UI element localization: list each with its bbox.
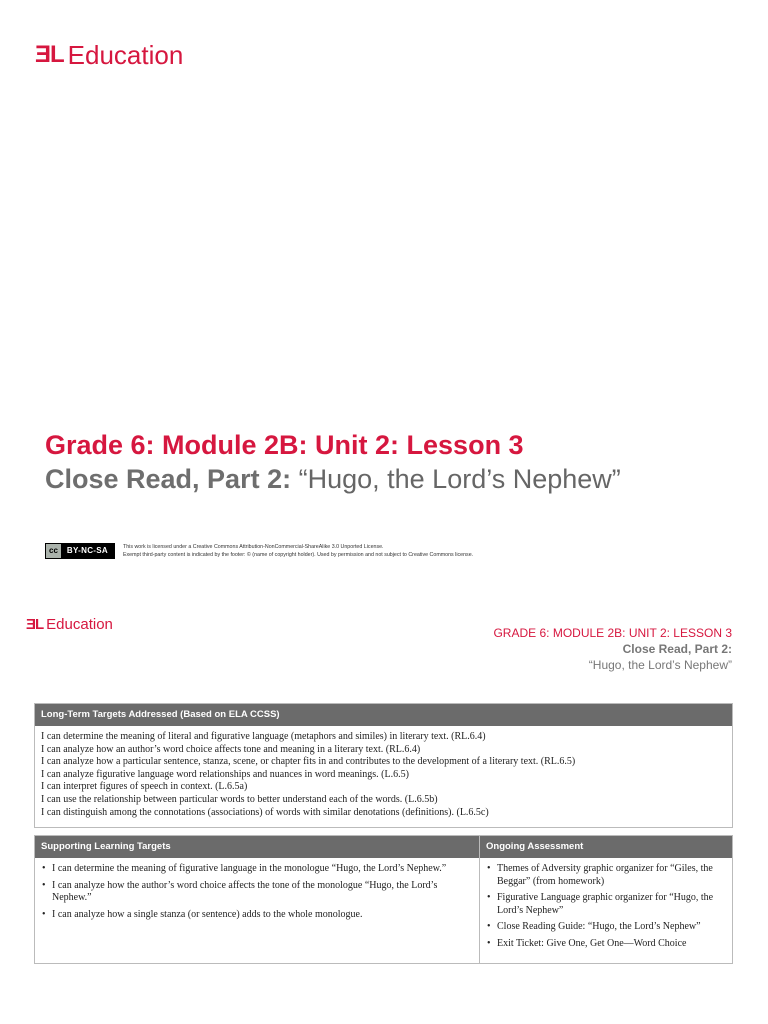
logo-text: Education [46,616,113,633]
targets-assessment-table [34,835,733,964]
header-lesson-title: Close Read, Part 2: [622,642,732,656]
ongoing-assessment-item: • Figurative Language graphic organizer for “Hugo, the Lord’s Nephew” [486,892,726,917]
supporting-targets-heading: Supporting Learning Targets [35,836,479,858]
cc-badge-terms: BY-NC-SA [61,544,114,558]
long-term-target: I can use the relationship between particular words to better understand each of the words. (L.6.5b) [41,793,438,805]
logo-text: Education [67,40,184,70]
page-header [493,625,732,673]
license-block [45,543,473,559]
ongoing-assessment-item: • Themes of Adversity graphic organizer for “Giles, the Beggar” (from homework) [486,863,726,888]
logo-mark-icon: ƎL [35,41,64,68]
long-term-target: I can determine the meaning of literal and figurative language (metaphors and similes) in literary text. (RL.6.4) [41,731,486,742]
long-term-targets-heading: Long-Term Targets Addressed (Based on ELA CCSS) [35,704,732,726]
supporting-targets-column [35,836,480,963]
license-line-1: This work is licensed under a Creative Commons Attribution-NonCommercial-ShareAlike 3.0 Unported License. [122,544,384,550]
license-text [123,543,473,559]
el-education-logo [35,42,183,68]
header-lesson-subtitle: “Hugo, the Lord’s Nephew” [588,658,732,672]
header-lesson-label: GRADE 6: MODULE 2B: UNIT 2: LESSON 3 [493,626,732,640]
supporting-target: • I can analyze how the author’s word choice affects the tone of the monologue “Hugo, the Lord’s Nephew.” [41,880,473,905]
cover-subtitle [45,464,621,495]
supporting-target: • I can analyze how a single stanza (or sentence) adds to the whole monologue. [41,909,473,922]
long-term-target: I can analyze how a particular sentence, stanza, scene, or chapter fits in and contributes to the development of a literary text. (RL.6.5) [41,756,576,768]
ongoing-assessment-list [480,858,732,963]
ongoing-assessment-heading: Ongoing Assessment [480,836,732,858]
logo-mark-icon: ƎL [26,616,44,633]
cc-badge-cc: cc [46,544,61,558]
cover-subtitle-bold: Close Read, Part 2: [45,464,292,494]
cc-license-badge-icon[interactable] [45,543,115,559]
ongoing-assessment-item: • Exit Ticket: Give One, Get One—Word Choice [486,938,726,951]
ongoing-assessment-item: • Close Reading Guide: “Hugo, the Lord’s Nephew” [486,921,726,934]
cover-title: Grade 6: Module 2B: Unit 2: Lesson 3 [45,430,524,460]
long-term-targets-list [35,726,732,827]
long-term-target: I can distinguish among the connotations (associations) of words with similar denotations (definitions). (L.6.5c) [41,806,489,818]
cover-subtitle-text: “Hugo, the Lord’s Nephew” [291,464,621,494]
ongoing-assessment-column [480,836,732,963]
license-line-2: Exempt third-party content is indicated by the footer: © (name of copyright holder). Used by permission and not subject to Creative Commons license. [122,552,474,558]
supporting-targets-list [35,858,479,933]
long-term-target: I can analyze how an author’s word choice affects tone and meaning in a literary text. (RL.6.4) [41,743,421,755]
long-term-targets-table [34,703,733,828]
long-term-target: I can analyze figurative language word relationships and nuances in word meanings. (L.6.5) [41,768,409,780]
supporting-target: • I can determine the meaning of figurative language in the monologue “Hugo, the Lord’s Nephew.” [41,863,473,876]
el-education-logo-small [26,617,113,632]
long-term-target: I can interpret figures of speech in context. (L.6.5a) [41,781,248,793]
